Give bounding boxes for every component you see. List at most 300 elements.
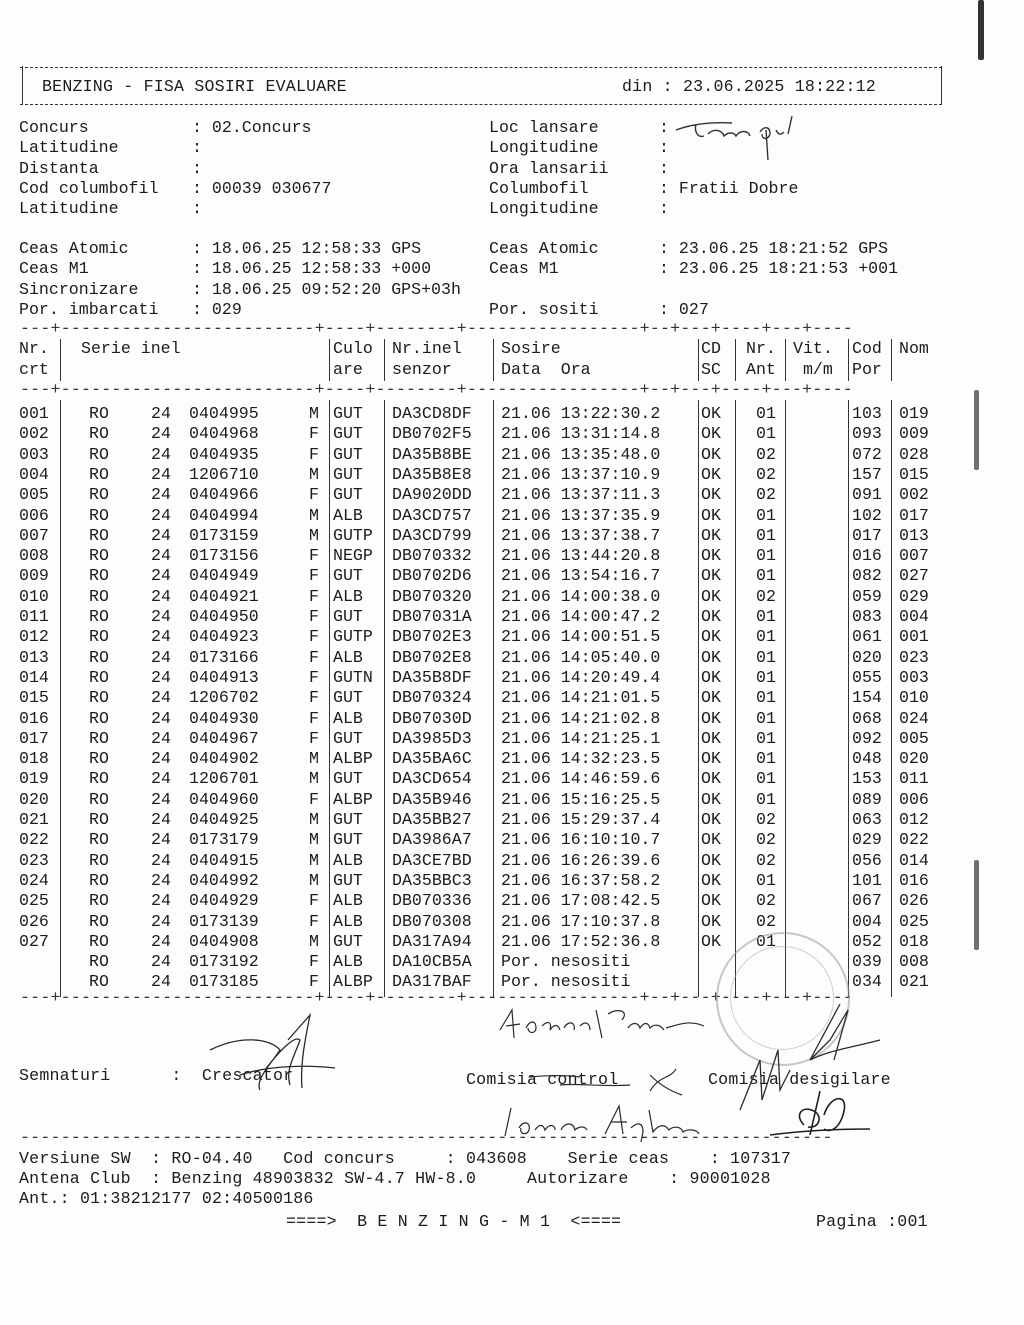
cell-cod: 029 bbox=[852, 830, 882, 850]
column-header-ant: Nr. bbox=[746, 339, 776, 358]
column-divider bbox=[785, 339, 786, 381]
cell-sex: M bbox=[309, 850, 319, 870]
column-divider bbox=[329, 339, 330, 381]
cell-tara: RO bbox=[89, 688, 109, 708]
cell-sosire: 21.06 14:20:49.4 bbox=[501, 667, 661, 687]
handwritten-name-1 bbox=[490, 1000, 730, 1050]
column-divider bbox=[60, 400, 61, 997]
signatures-bottom-border: -------------------------------------------------------------------------------- bbox=[20, 1128, 833, 1147]
field-suffix: GPS bbox=[391, 239, 422, 258]
info_left-line-4 bbox=[19, 199, 331, 219]
cell-inel: 0173159 bbox=[189, 525, 259, 545]
cell-culoare: GUT bbox=[333, 830, 363, 850]
table-row bbox=[19, 566, 949, 586]
cell-an: 24 bbox=[151, 485, 171, 505]
column-header-cod: Cod bbox=[852, 339, 882, 358]
cell-culoare: GUT bbox=[333, 607, 363, 626]
cell-inel: 0404925 bbox=[189, 810, 259, 829]
cell-nom: 009 bbox=[899, 424, 929, 444]
cell-sex: F bbox=[309, 972, 319, 992]
cell-cod: 004 bbox=[852, 911, 882, 931]
cell-nom: 021 bbox=[899, 972, 929, 992]
field-value: 18.06.25 09:52:20 bbox=[211, 279, 382, 299]
cell-culoare: GUT bbox=[333, 810, 363, 829]
cell-sex: F bbox=[309, 952, 319, 972]
field-value: 027 bbox=[678, 299, 709, 319]
column-divider bbox=[848, 339, 849, 381]
cell-ant: 01 bbox=[756, 931, 776, 951]
cell-nom: 022 bbox=[899, 830, 929, 850]
cell-senzor: DA9020DD bbox=[392, 485, 472, 505]
clock_right-line-0 bbox=[489, 239, 898, 259]
cell-cod: 017 bbox=[852, 525, 882, 545]
cell-nr: 006 bbox=[19, 505, 49, 525]
cell-ant: 01 bbox=[756, 647, 776, 667]
cell-tara: RO bbox=[89, 525, 109, 545]
cell-cod: 052 bbox=[852, 931, 882, 951]
cell-tara: RO bbox=[89, 830, 109, 850]
cell-ant: 01 bbox=[756, 424, 776, 444]
cell-senzor: DA3985D3 bbox=[392, 728, 472, 748]
cell-sex: F bbox=[309, 444, 319, 464]
cell-ant: 01 bbox=[756, 627, 776, 647]
cell-nr: 009 bbox=[19, 566, 49, 586]
cell-culoare: ALBP bbox=[333, 789, 373, 809]
cell-inel: 0404949 bbox=[189, 566, 259, 586]
cell-an: 24 bbox=[151, 972, 171, 992]
cell-ant: 01 bbox=[756, 749, 776, 769]
table-row bbox=[19, 587, 949, 607]
cell-an: 24 bbox=[151, 891, 171, 911]
cell-an: 24 bbox=[151, 404, 171, 423]
field-separator: : bbox=[192, 158, 212, 178]
cell-nom: 028 bbox=[899, 444, 929, 464]
cell-inel: 0404929 bbox=[189, 891, 259, 911]
cell-culoare: GUT bbox=[333, 424, 363, 444]
column-header-senzor: senzor bbox=[392, 359, 452, 379]
cell-nr: 024 bbox=[19, 870, 49, 890]
cell-senzor: DB0702D6 bbox=[392, 566, 472, 586]
cell-sex: F bbox=[309, 667, 319, 687]
cell-cdsc: OK bbox=[701, 688, 721, 708]
field-separator: : bbox=[659, 178, 679, 198]
cell-nr: 010 bbox=[19, 586, 49, 606]
cell-inel: 0173139 bbox=[189, 911, 259, 931]
cell-cdsc: OK bbox=[701, 647, 721, 667]
cell-nom: 004 bbox=[899, 607, 929, 626]
clock_left-line-0 bbox=[19, 239, 461, 259]
table-row bbox=[19, 912, 949, 932]
table-top-border: ---+-------------------------+----+--------+-----------------+--+---+----+---+---- bbox=[20, 319, 853, 338]
cell-culoare: NEGP bbox=[333, 546, 373, 566]
cell-inel: 0404913 bbox=[189, 667, 259, 687]
cell-cod: 068 bbox=[852, 708, 882, 728]
cell-nr: 012 bbox=[19, 627, 49, 647]
column-divider bbox=[891, 400, 892, 997]
scan-artifact bbox=[978, 0, 984, 60]
cell-an: 24 bbox=[151, 647, 171, 667]
column-header-serie: Serie inel bbox=[81, 339, 181, 358]
cell-culoare: ALB bbox=[333, 586, 363, 606]
report-date: din : 23.06.2025 18:22:12 bbox=[622, 77, 876, 96]
cell-inel: 0404950 bbox=[189, 607, 259, 626]
clock_right-line-1 bbox=[489, 259, 898, 279]
cell-culoare: GUTP bbox=[333, 525, 373, 545]
cell-nr: 011 bbox=[19, 607, 49, 626]
cell-an: 24 bbox=[151, 607, 171, 626]
table-row bbox=[19, 769, 949, 789]
cell-sosire: 21.06 13:31:14.8 bbox=[501, 424, 661, 444]
cell-nom: 006 bbox=[899, 789, 929, 809]
field-value: 02.Concurs bbox=[211, 118, 312, 137]
cell-cod: 092 bbox=[852, 728, 882, 748]
cell-senzor: DA35BA6C bbox=[392, 749, 472, 769]
serie-ceas-label: Serie ceas bbox=[567, 1149, 670, 1168]
cell-senzor: DB07031A bbox=[392, 607, 472, 626]
cell-tara: RO bbox=[89, 749, 109, 769]
cell-tara: RO bbox=[89, 972, 109, 992]
field-value: 00039 030677 bbox=[211, 178, 332, 198]
cell-tara: RO bbox=[89, 586, 109, 606]
cell-inel: 1206701 bbox=[189, 769, 259, 789]
cell-cod: 153 bbox=[852, 769, 882, 789]
cell-cod: 056 bbox=[852, 850, 882, 870]
field-value: 18.06.25 12:58:33 bbox=[211, 239, 382, 258]
field-label: Loc lansare bbox=[489, 118, 599, 137]
field-label: Ora lansarii bbox=[489, 158, 609, 178]
column-header-sosire: Sosire bbox=[501, 339, 561, 358]
cell-inel: 0404935 bbox=[189, 444, 259, 464]
autorizare-label: Autorizare bbox=[526, 1169, 629, 1188]
cell-tara: RO bbox=[89, 647, 109, 667]
cell-cod: 083 bbox=[852, 607, 882, 626]
cell-sosire: 21.06 17:08:42.5 bbox=[501, 891, 661, 911]
cell-inel: 0173156 bbox=[189, 546, 259, 566]
column-header-ant: Ant bbox=[746, 359, 776, 379]
cell-sosire: 21.06 16:37:58.2 bbox=[501, 870, 661, 890]
field-label: Ceas Atomic bbox=[489, 239, 599, 258]
field-separator: : bbox=[192, 299, 212, 319]
table-row bbox=[19, 729, 949, 749]
cell-sex: M bbox=[309, 404, 319, 423]
info_left-line-2 bbox=[19, 159, 331, 179]
arrivals-table bbox=[19, 400, 949, 990]
cell-sosire: 21.06 15:29:37.4 bbox=[501, 810, 661, 829]
field-separator: : bbox=[192, 118, 212, 137]
clock_right-line-2 bbox=[489, 300, 898, 320]
cell-an: 24 bbox=[151, 586, 171, 606]
cell-senzor: DB0702E8 bbox=[392, 647, 472, 667]
versiune-sw-value: RO-04.40 bbox=[171, 1149, 253, 1168]
cell-sex: F bbox=[309, 911, 319, 931]
cell-nr: 023 bbox=[19, 850, 49, 870]
cell-sosire: 21.06 17:10:37.8 bbox=[501, 911, 661, 931]
cell-tara: RO bbox=[89, 728, 109, 748]
crescator-label: Crescator bbox=[201, 1066, 294, 1085]
cell-cdsc: OK bbox=[701, 708, 721, 728]
cell-an: 24 bbox=[151, 952, 171, 972]
cell-nom: 017 bbox=[899, 505, 929, 525]
cell-cdsc: OK bbox=[701, 931, 721, 951]
cell-nr: 007 bbox=[19, 525, 49, 545]
autorizare-value: 90001028 bbox=[689, 1169, 771, 1188]
cell-sosire: 21.06 14:05:40.0 bbox=[501, 647, 661, 667]
cell-senzor: DA35B8E8 bbox=[392, 464, 472, 484]
field-separator: : bbox=[659, 239, 679, 258]
cell-sex: F bbox=[309, 546, 319, 566]
cell-sosire: 21.06 13:35:48.0 bbox=[501, 444, 661, 464]
cell-nom: 029 bbox=[899, 586, 929, 606]
field-suffix: +001 bbox=[858, 259, 899, 279]
handwritten-loc-lansare bbox=[672, 112, 832, 172]
comisia-control-label: Comisia control bbox=[466, 1070, 619, 1089]
cell-an: 24 bbox=[151, 525, 171, 545]
cell-tara: RO bbox=[89, 931, 109, 951]
cell-culoare: GUT bbox=[333, 688, 363, 708]
cell-tara: RO bbox=[89, 891, 109, 911]
page-number: Pagina :001 bbox=[816, 1212, 928, 1231]
header-bottom-border bbox=[20, 104, 942, 105]
cell-sex: F bbox=[309, 566, 319, 586]
field-separator: : bbox=[659, 259, 679, 279]
cell-an: 24 bbox=[151, 728, 171, 748]
cell-senzor: DA35BB27 bbox=[392, 810, 472, 829]
table-row bbox=[19, 891, 949, 911]
comisia-desigilare-label: Comisia desigilare bbox=[708, 1070, 891, 1089]
cell-senzor: DA3CD757 bbox=[392, 505, 472, 525]
column-divider bbox=[329, 400, 330, 997]
cell-ant: 02 bbox=[756, 810, 776, 829]
cell-tara: RO bbox=[89, 789, 109, 809]
cell-sex: M bbox=[309, 810, 319, 829]
cell-cod: 034 bbox=[852, 972, 882, 992]
cell-ant: 02 bbox=[756, 586, 776, 606]
info_left-line-1 bbox=[19, 138, 331, 158]
field-value: 23.06.25 18:21:53 bbox=[678, 259, 849, 279]
cell-sosire: 21.06 14:00:38.0 bbox=[501, 586, 661, 606]
cell-nom: 005 bbox=[899, 728, 929, 748]
table-row bbox=[19, 485, 949, 505]
cell-culoare: GUT bbox=[333, 728, 363, 748]
cell-sosire: Por. nesositi bbox=[501, 972, 631, 992]
cell-inel: 0404908 bbox=[189, 931, 259, 951]
table-row bbox=[19, 607, 949, 627]
table-row bbox=[19, 648, 949, 668]
cell-tara: RO bbox=[89, 404, 109, 423]
cell-sosire: 21.06 14:21:01.5 bbox=[501, 688, 661, 708]
cell-sex: M bbox=[309, 870, 319, 890]
cell-culoare: ALBP bbox=[333, 749, 373, 769]
scan-artifact bbox=[974, 390, 979, 470]
column-divider bbox=[493, 400, 494, 997]
column-header-vit: Vit. bbox=[793, 339, 833, 358]
table-row bbox=[19, 404, 949, 424]
column-divider bbox=[891, 339, 892, 381]
cell-sex: F bbox=[309, 688, 319, 708]
pagina-value: 001 bbox=[897, 1212, 928, 1231]
cell-culoare: GUT bbox=[333, 404, 363, 423]
cell-inel: 1206702 bbox=[189, 688, 259, 708]
cell-sosire: 21.06 14:46:59.6 bbox=[501, 769, 661, 789]
cell-inel: 0404923 bbox=[189, 627, 259, 647]
table-row bbox=[19, 810, 949, 830]
column-divider bbox=[698, 339, 699, 381]
table-row bbox=[19, 830, 949, 850]
field-label: Ceas Atomic bbox=[19, 239, 129, 258]
cell-ant: 01 bbox=[756, 505, 776, 525]
cell-nr: 025 bbox=[19, 891, 49, 911]
antenna-ids: Ant.: 01:38212177 02:40500186 bbox=[19, 1189, 314, 1208]
footer-line-1: Versiune SW : RO-04.40 Cod concurs : 043608 Serie ceas : 107317 bbox=[19, 1149, 792, 1168]
table-row bbox=[19, 709, 949, 729]
cell-cdsc: OK bbox=[701, 505, 721, 525]
cell-ant: 02 bbox=[756, 830, 776, 850]
cell-cod: 063 bbox=[852, 810, 882, 829]
field-label: Ceas M1 bbox=[19, 259, 89, 279]
cell-sosire: 21.06 14:21:25.1 bbox=[501, 728, 661, 748]
cell-cdsc: OK bbox=[701, 749, 721, 769]
cell-ant: 01 bbox=[756, 607, 776, 626]
info_left-line-0 bbox=[19, 118, 331, 138]
clock-right bbox=[489, 239, 898, 320]
table-header-separator: ---+-------------------------+----+--------+-----------------+--+---+----+---+---- bbox=[20, 380, 853, 399]
cell-an: 24 bbox=[151, 667, 171, 687]
column-divider bbox=[735, 400, 736, 997]
field-separator: : bbox=[659, 118, 679, 137]
table-bottom-border: ---+-------------------------+----+--------+-----------------+--+---+----+---+---- bbox=[20, 988, 853, 1007]
cell-tara: RO bbox=[89, 870, 109, 890]
cell-ant: 01 bbox=[756, 789, 776, 809]
cell-sosire: 21.06 13:54:16.7 bbox=[501, 566, 661, 586]
cell-cod: 039 bbox=[852, 952, 882, 972]
cell-an: 24 bbox=[151, 931, 171, 951]
cell-cdsc: OK bbox=[701, 667, 721, 687]
control-signature bbox=[520, 1065, 690, 1100]
cell-nr: 014 bbox=[19, 667, 49, 687]
table-row bbox=[19, 424, 949, 444]
cell-an: 24 bbox=[151, 505, 171, 525]
cell-cod: 020 bbox=[852, 647, 882, 667]
cell-senzor: DB070324 bbox=[392, 688, 472, 708]
field-label: Latitudine bbox=[19, 199, 119, 219]
cell-cdsc: OK bbox=[701, 546, 721, 566]
cell-sex: M bbox=[309, 525, 319, 545]
cell-ant: 01 bbox=[756, 769, 776, 789]
cell-culoare: GUT bbox=[333, 769, 363, 789]
cell-an: 24 bbox=[151, 566, 171, 586]
cell-sosire: 21.06 17:52:36.8 bbox=[501, 931, 661, 951]
cell-an: 24 bbox=[151, 464, 171, 484]
field-label: Por. imbarcati bbox=[19, 299, 159, 319]
field-label: Latitudine bbox=[19, 138, 119, 158]
info_right-line-3 bbox=[489, 179, 798, 199]
cell-ant: 01 bbox=[756, 546, 776, 566]
cell-nom: 002 bbox=[899, 485, 929, 505]
cell-cdsc: OK bbox=[701, 810, 721, 829]
cell-culoare: GUT bbox=[333, 870, 363, 890]
table-row bbox=[19, 790, 949, 810]
column-header-nr: crt bbox=[19, 359, 49, 379]
cell-an: 24 bbox=[151, 444, 171, 464]
cell-inel: 0173185 bbox=[189, 972, 259, 992]
cell-nr: 008 bbox=[19, 546, 49, 566]
column-divider bbox=[735, 339, 736, 381]
cell-sosire: Por. nesositi bbox=[501, 952, 631, 972]
field-separator: : bbox=[192, 199, 212, 219]
cell-sex: F bbox=[309, 728, 319, 748]
cell-tara: RO bbox=[89, 911, 109, 931]
column-header-senzor: Nr.inel bbox=[392, 339, 462, 358]
cell-an: 24 bbox=[151, 911, 171, 931]
info_left-line-3 bbox=[19, 179, 331, 199]
field-separator: : bbox=[192, 178, 212, 198]
table-row bbox=[19, 871, 949, 891]
cell-culoare: ALBP bbox=[333, 972, 373, 992]
table-row bbox=[19, 445, 949, 465]
cell-tara: RO bbox=[89, 810, 109, 829]
cell-cdsc: OK bbox=[701, 911, 721, 931]
column-header-nr: Nr. bbox=[19, 339, 49, 358]
cell-cod: 048 bbox=[852, 749, 882, 769]
cell-inel: 0404966 bbox=[189, 485, 259, 505]
cell-tara: RO bbox=[89, 464, 109, 484]
cell-senzor: DB0702F5 bbox=[392, 424, 472, 444]
cell-nom: 012 bbox=[899, 810, 929, 829]
footer-banner: ====> B E N Z I N G - M 1 <==== bbox=[286, 1212, 622, 1231]
column-divider bbox=[384, 339, 385, 381]
column-header-cod: Por bbox=[852, 359, 882, 379]
table-row bbox=[19, 526, 949, 546]
cell-sosire: 21.06 16:26:39.6 bbox=[501, 850, 661, 870]
cell-nom: 007 bbox=[899, 546, 929, 566]
cell-sosire: 21.06 14:00:51.5 bbox=[501, 627, 661, 647]
cell-cod: 154 bbox=[852, 688, 882, 708]
cell-cod: 089 bbox=[852, 789, 882, 809]
cell-culoare: GUTN bbox=[333, 667, 373, 687]
cell-sosire: 21.06 14:21:02.8 bbox=[501, 708, 661, 728]
cell-senzor: DA317A94 bbox=[392, 931, 472, 951]
cell-nom: 013 bbox=[899, 525, 929, 545]
cell-inel: 0404995 bbox=[189, 404, 259, 423]
cell-tara: RO bbox=[89, 769, 109, 789]
cell-nom: 008 bbox=[899, 952, 929, 972]
cell-cdsc: OK bbox=[701, 424, 721, 444]
cod-concurs-label: Cod concurs bbox=[283, 1149, 395, 1168]
cell-culoare: ALB bbox=[333, 911, 363, 931]
cell-inel: 0173179 bbox=[189, 830, 259, 850]
cell-cod: 061 bbox=[852, 627, 882, 647]
column-divider bbox=[493, 339, 494, 381]
cell-nr: 018 bbox=[19, 749, 49, 769]
cell-nom: 026 bbox=[899, 891, 929, 911]
cell-senzor: DA10CB5A bbox=[392, 952, 472, 972]
cell-cod: 072 bbox=[852, 444, 882, 464]
field-label: Por. sositi bbox=[489, 299, 599, 319]
cell-sex: M bbox=[309, 830, 319, 850]
cod-concurs-value: 043608 bbox=[466, 1149, 527, 1168]
cell-tara: RO bbox=[89, 424, 109, 444]
cell-ant: 02 bbox=[756, 444, 776, 464]
cell-ant: 02 bbox=[756, 850, 776, 870]
cell-nr: 001 bbox=[19, 404, 49, 423]
cell-nr: 027 bbox=[19, 931, 49, 951]
cell-inel: 0404967 bbox=[189, 728, 259, 748]
column-divider bbox=[698, 400, 699, 997]
cell-nom: 014 bbox=[899, 850, 929, 870]
cell-sosire: 21.06 13:37:10.9 bbox=[501, 464, 661, 484]
cell-culoare: GUT bbox=[333, 485, 363, 505]
cell-nr: 003 bbox=[19, 444, 49, 464]
